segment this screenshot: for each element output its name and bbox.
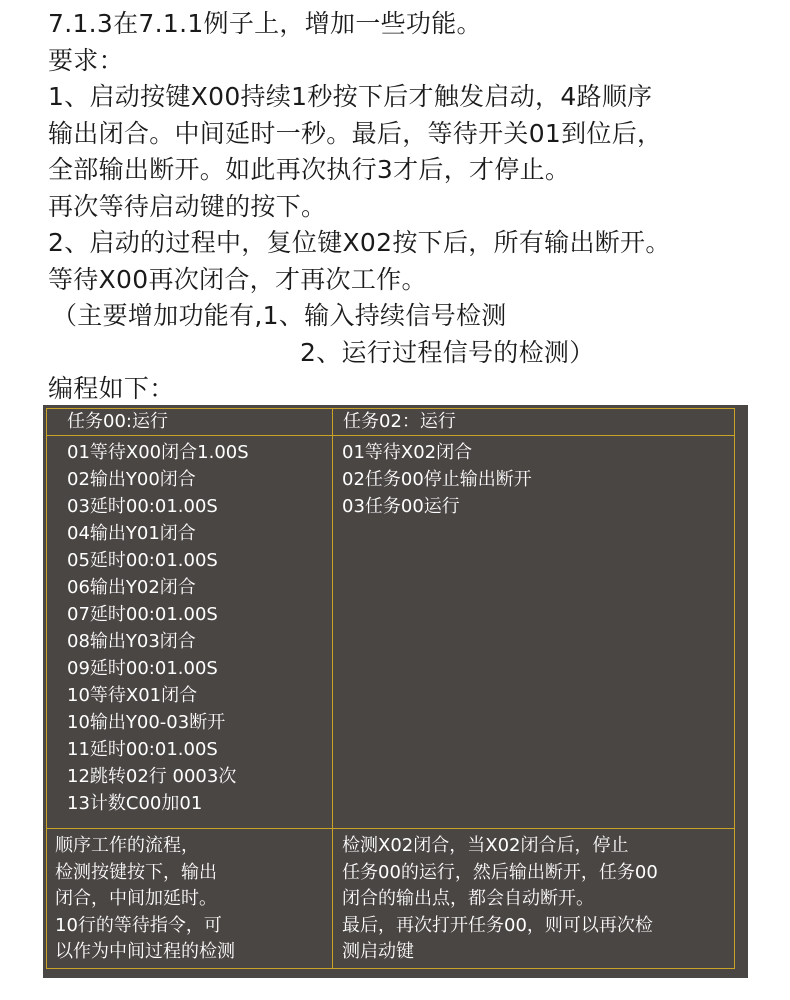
task00-steps xyxy=(47,436,333,829)
task00-step: 10输出Y00-03断开 xyxy=(67,712,226,733)
intro-line-summary-1: （主要增加功能有,1、输入持续信号检测 xyxy=(52,301,507,330)
task02-step: 03任务00运行 xyxy=(342,496,460,517)
task00-step: 11延时00:01.00S xyxy=(67,739,218,760)
task00-step: 03延时00:01.00S xyxy=(67,496,218,517)
task00-step: 02输出Y00闭合 xyxy=(67,469,196,490)
task02-steps xyxy=(333,436,734,829)
task00-step: 09延时00:01.00S xyxy=(67,658,218,679)
task02-note-line: 检测X02闭合，当X02闭合后，停止 xyxy=(342,835,629,856)
intro-line-summary-2: 2、运行过程信号的检测） xyxy=(300,337,595,367)
task02-step: 02任务00停止输出断开 xyxy=(342,469,532,490)
task00-step: 04输出Y01闭合 xyxy=(67,523,196,544)
intro-line-req2: 2、启动的过程中，复位键X02按下后，所有输出断开。 xyxy=(48,228,671,257)
task00-step: 13计数C00加01 xyxy=(67,793,203,814)
intro-line-req1-cont1: 输出闭合。中间延时一秒。最后，等待开关01到位后， xyxy=(48,118,663,148)
intro-line-req1-cont2: 全部输出断开。如此再次执行3才后，才停止。 xyxy=(48,155,571,184)
task00-note-line: 检测按键按下，输出 xyxy=(55,861,217,883)
intro-line-programming: 编程如下： xyxy=(48,374,175,403)
task02-note-line: 任务00的运行，然后输出断开，任务00 xyxy=(342,861,658,883)
task00-step: 12跳转02行 0003次 xyxy=(67,766,237,787)
intro-line-req2-cont: 等待X00再次闭合，才再次工作。 xyxy=(48,264,427,294)
task00-step: 05延时00:01.00S xyxy=(67,550,218,571)
task02-header: 任务02：运行 xyxy=(333,409,734,436)
task00-step: 10等待X01闭合 xyxy=(67,685,198,706)
intro-line-req1-cont3: 再次等待启动键的按下。 xyxy=(48,191,327,221)
task00-note-line: 闭合，中间加延时。 xyxy=(55,888,217,909)
task00-step: 06输出Y02闭合 xyxy=(67,577,196,598)
task00-header: 任务00:运行 xyxy=(47,409,333,436)
task00-step: 07延时00:01.00S xyxy=(67,604,218,625)
intro-line-requirements: 要求： xyxy=(48,45,124,75)
intro-line-req1: 1、启动按键X00持续1秒按下后才触发启动，4路顺序 xyxy=(48,82,653,111)
task00-step: 01等待X00闭合1.00S xyxy=(67,442,249,463)
program-table-panel xyxy=(43,405,748,978)
task02-note xyxy=(333,829,734,968)
task00-note-line: 顺序工作的流程， xyxy=(55,835,199,856)
intro-line-title: 7.1.3在7.1.1例子上，增加一些功能。 xyxy=(48,9,482,38)
requirements-text xyxy=(48,6,788,408)
task00-note-line: 10行的等待指令，可 xyxy=(55,914,222,936)
program-table xyxy=(46,408,735,969)
task02-note-line: 闭合的输出点，都会自动断开。 xyxy=(342,888,594,909)
task02-note-line: 最后，再次打开任务00，则可以再次检 xyxy=(342,914,653,936)
task00-note-line: 以作为中间过程的检测 xyxy=(55,941,235,962)
task02-step: 01等待X02闭合 xyxy=(342,442,473,463)
task00-step: 08输出Y03闭合 xyxy=(67,631,196,652)
task02-note-line: 测启动键 xyxy=(342,941,414,962)
task00-note xyxy=(47,829,333,968)
